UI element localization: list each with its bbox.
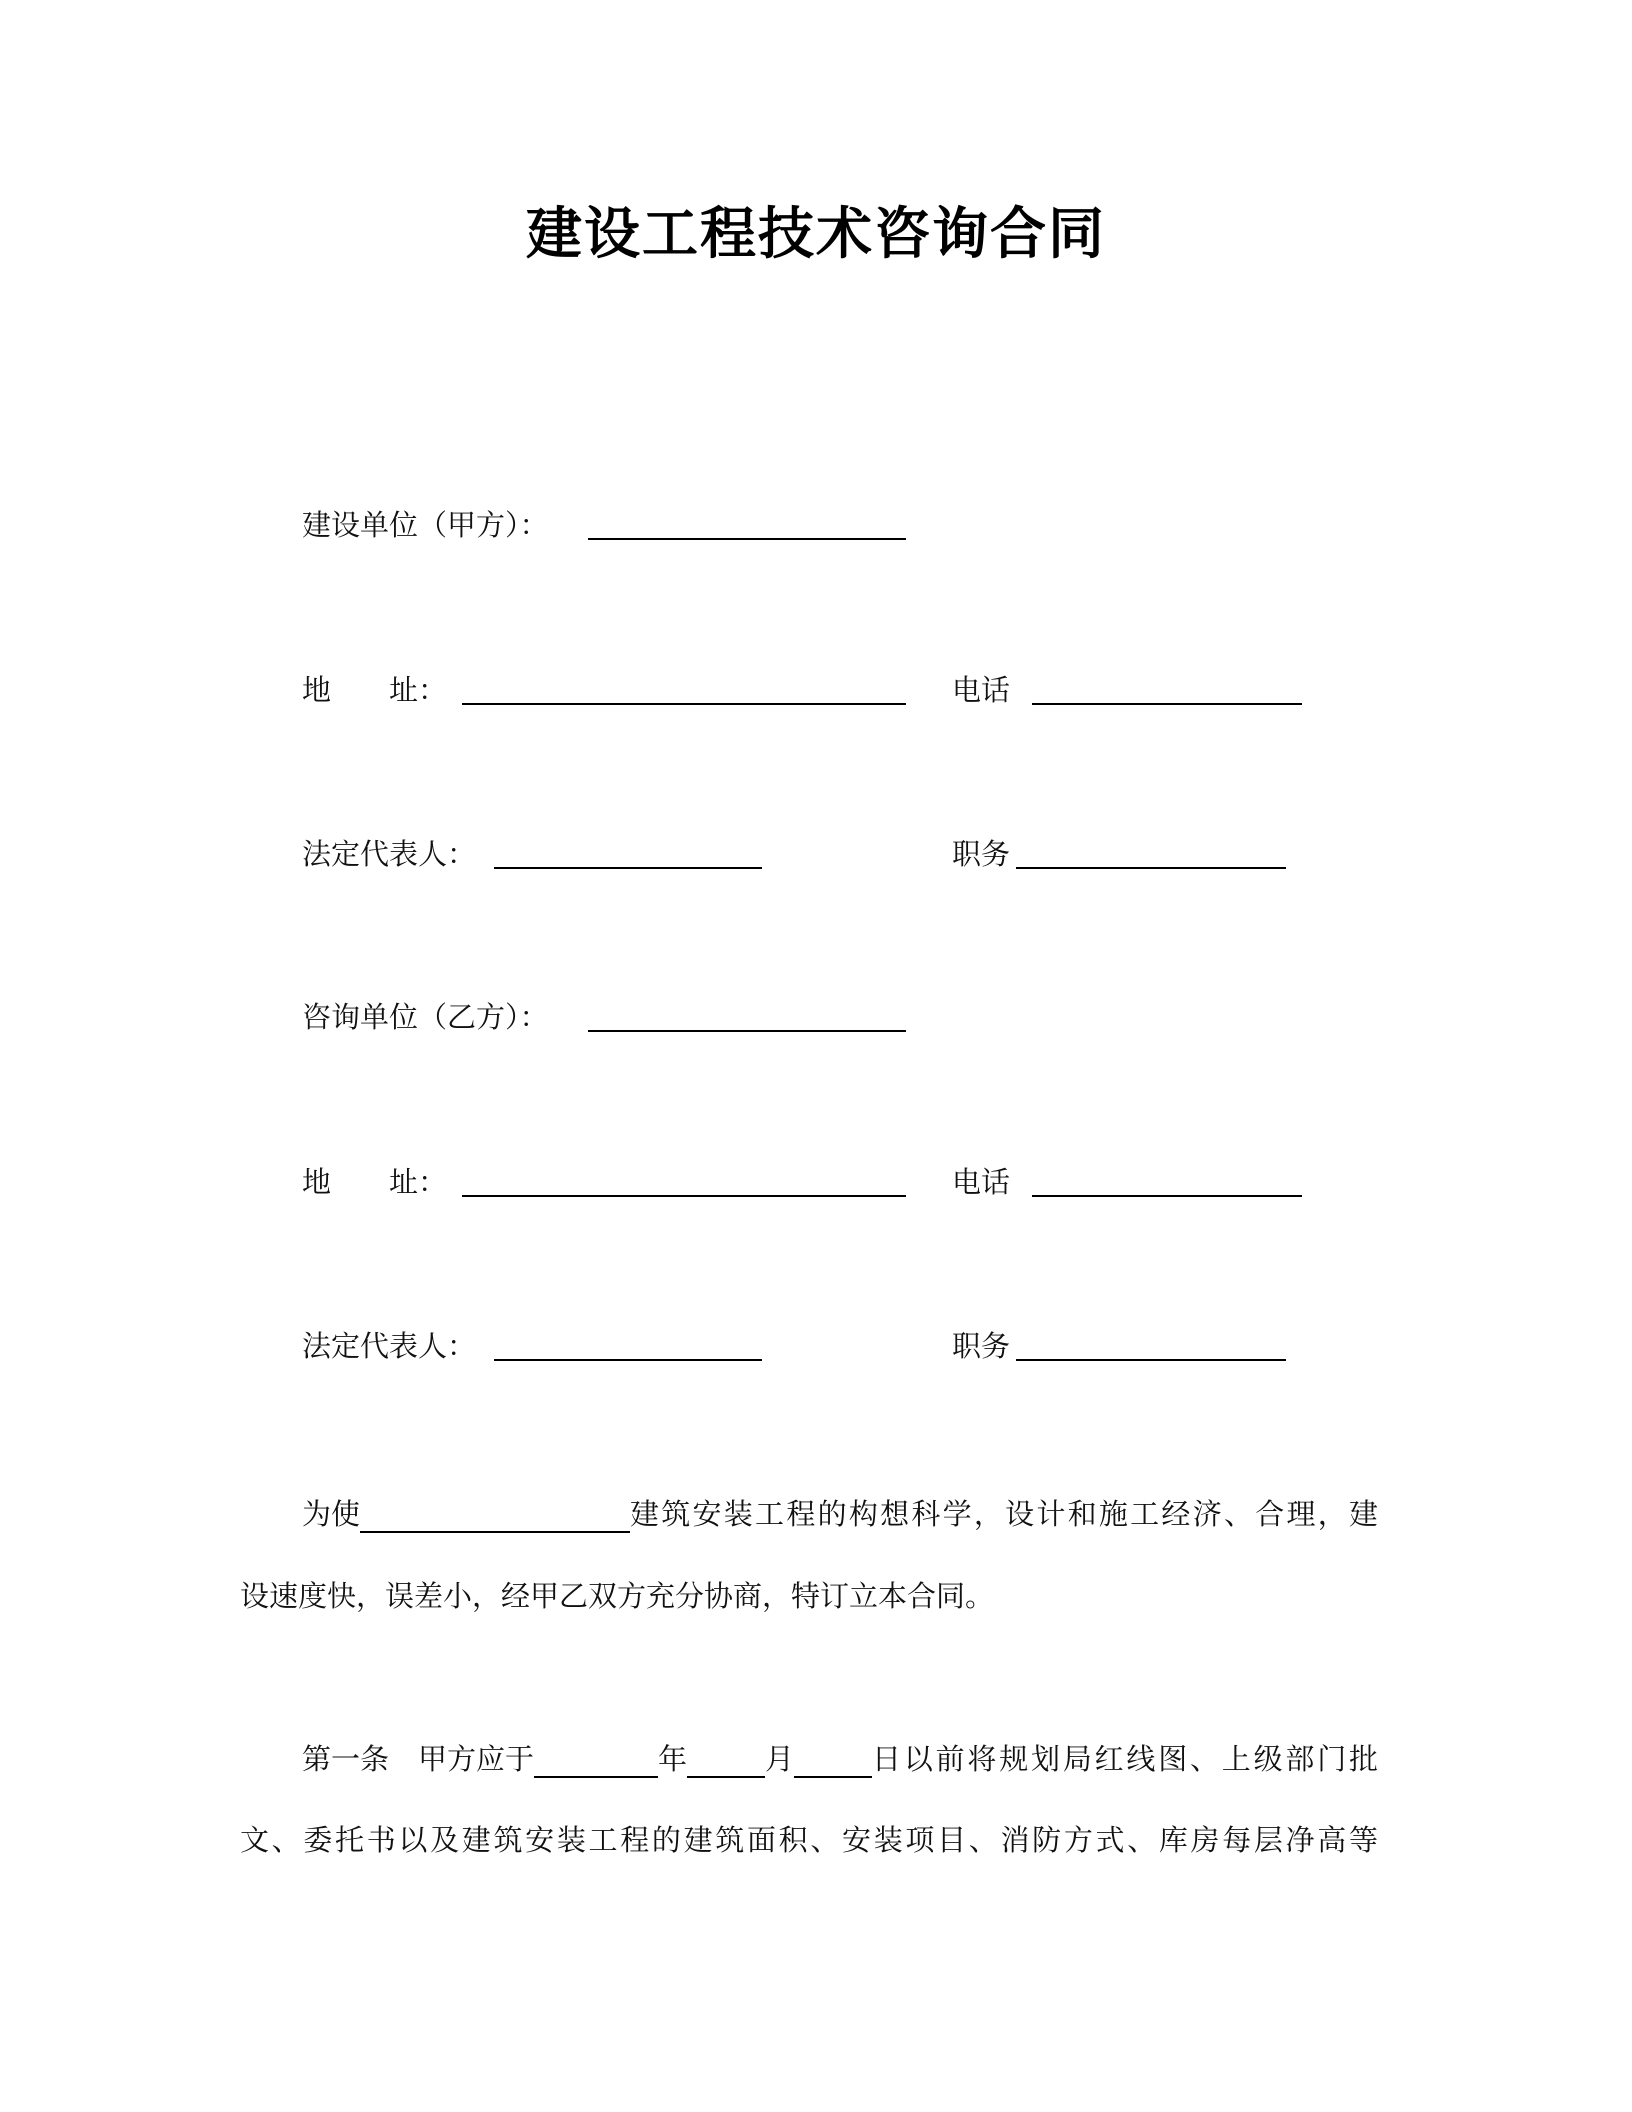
party-a-address-label: 地 址： (302, 673, 448, 707)
party-a-position-field[interactable] (1016, 867, 1286, 869)
year-label: 年 (658, 1742, 688, 1776)
party-b-position-label: 职务 (952, 1329, 1011, 1363)
preamble-line-2: 设速度快，误差小，经甲乙双方充分协商，特订立本合同。 (240, 1579, 995, 1613)
project-name-field[interactable] (360, 1505, 630, 1533)
party-a-rep-field[interactable] (494, 867, 762, 869)
party-a-phone-field[interactable] (1032, 703, 1302, 705)
preamble-line-1-rest: 建筑安装工程的构想科学，设计和施工经济、合理，建 (630, 1497, 1378, 1531)
article-1-line-2: 文、委托书以及建筑安装工程的建筑面积、安装项目、消防方式、库房每层净高等 (240, 1823, 1378, 1857)
month-label: 月 (765, 1742, 795, 1776)
party-a-unit-label: 建设单位（甲方）： (302, 508, 549, 542)
day-field[interactable] (794, 1750, 872, 1778)
party-b-position-field[interactable] (1016, 1359, 1286, 1361)
party-a-address-field[interactable] (462, 703, 906, 705)
party-a-unit-field[interactable] (588, 538, 906, 540)
party-b-address-label: 地 址： (302, 1165, 448, 1199)
party-a-rep-label: 法定代表人： (302, 837, 477, 871)
party-b-phone-field[interactable] (1032, 1195, 1302, 1197)
preamble-prefix: 为使 (302, 1497, 361, 1531)
party-b-rep-label: 法定代表人： (302, 1329, 477, 1363)
party-b-unit-field[interactable] (588, 1030, 906, 1032)
party-b-address-field[interactable] (462, 1195, 906, 1197)
party-b-phone-label: 电话 (952, 1165, 1011, 1199)
party-a-phone-label: 电话 (952, 673, 1011, 707)
party-b-rep-field[interactable] (494, 1359, 762, 1361)
party-a-position-label: 职务 (952, 837, 1011, 871)
article-1-prefix: 第一条 甲方应于 (302, 1742, 535, 1776)
document-title: 建设工程技术咨询合同 (526, 202, 1106, 267)
party-b-unit-label: 咨询单位（乙方）： (302, 1000, 549, 1034)
month-field[interactable] (687, 1750, 765, 1778)
preamble-line-1 (302, 1492, 1378, 1533)
article-1-line-1 (302, 1737, 1378, 1778)
article-1-line-1-rest: 日以前将规划局红线图、上级部门批 (872, 1742, 1378, 1776)
year-field[interactable] (534, 1750, 658, 1778)
